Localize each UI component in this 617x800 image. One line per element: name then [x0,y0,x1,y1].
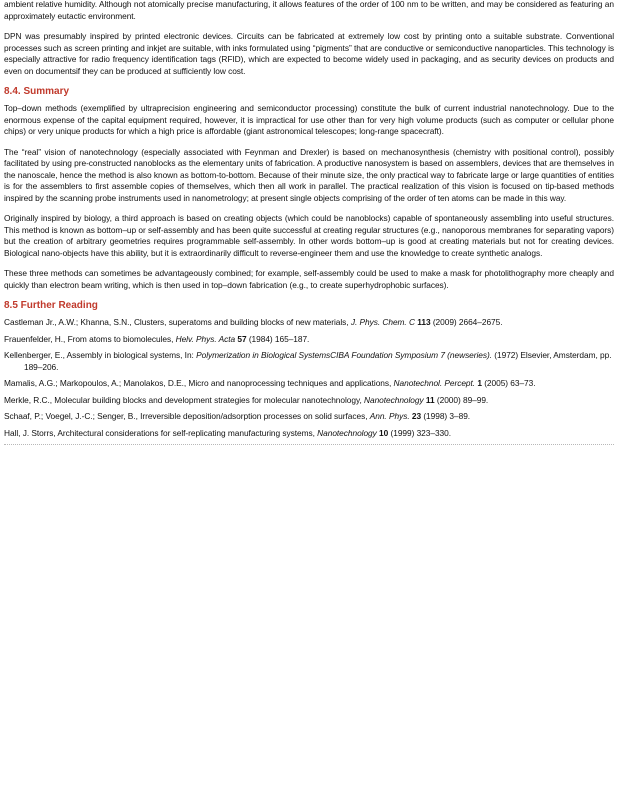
section-heading-further-reading: 8.5 Further Reading [4,300,98,311]
paragraph: The “real” vision of nanotechnology (especially associated with Feynman and Drexler) is based on mechanosynthesis (chemistry with positional control), possibly facilitated by using pre-constructed nanoblocks as the elementary units of fabrication. A productive nanosystem is based on assemblers, devices that are themselves in the nanoscale, hence the method is also known as bottom-to-bottom. Because of their minute size, the only practical way to fabricate large or large quantities of entities is for the assemblers to first assemble copies of themselves, which then all work in parallel. The practical realization of this vision is focused on tip-based methods inspired by the scanning probe instruments used in nanometrology; at present single objects comprising of the order of ten atoms can be made in this way. [4,146,614,203]
section-heading-summary: 8.4. Summary [4,86,70,97]
paragraph: Originally inspired by biology, a third approach is based on creating objects (which could be nanoblocks) capable of spontaneously assembling into useful structures. This method is known as bottom–up or self-assembly and has been quite successful at creating regular structures (e.g., nanoporous membranes for separating vapors) but the creation of arbitrary geometries requires programmable self-assembly. In other words bottom–up is good at creating materials but not for creating devices. Biological nano-objects have this ability, but it is extraordinarily difficult to reverse-engineer them and use the knowledge to create synthetic analogs. [4,213,614,258]
paragraph: These three methods can sometimes be advantageously combined; for example, self-assembly could be used to make a mask for photolithography more cheaply and quickly than electron beam writing, which is then used in top–down fabrication (e.g., to create superhydrophobic surfaces). [4,268,614,290]
paragraph: DPN was presumably inspired by printed electronic devices. Circuits can be fabricated at extremely low cost by printing onto a suitable substrate. Conventional processes such as screen printing and inkjet are suitable, with inks formulated using “pigments” that are conductive or semiconductive nanoparticles. This technology is especially attractive for radio frequency identification tags (RFID), which are expected to become widely used in packaging, and as security devices on products and even on documentsif they can be produced at sufficiently low cost. [4,31,614,76]
reference-item: Schaaf, P.; Voegel, J.-C.; Senger, B., Irreversible deposition/adsorption processes on solid surfaces, Ann. Phys. 23 (1998) 3–89. [4,411,471,421]
paragraph: Top–down methods (exemplified by ultraprecision engineering and semiconductor processing) constitute the bulk of current industrial nanotechnology. Due to the enormous expense of the capital equipment required, however, it is impractical for use other than for very high volume products (such as computer or cellular phone chips) or very unique products for which a high price is affordable (giant astronomical telescopes; long-range spacecraft). [4,103,614,136]
reference-item: Kellenberger, E., Assembly in biological systems, In: Polymerization in Biological SystemsCIBA Foundation Symposium 7 (newseries). (1972) Elsevier, Amsterdam, pp. 189–206. [4,350,612,372]
reference-item: Hall, J. Storrs, Architectural considerations for self-replicating manufacturing systems, Nanotechnology 10 (1999) 323–330. [4,427,451,438]
page-end-divider [4,444,614,445]
reference-list [4,317,614,439]
reference-item: Merkle, R.C., Molecular building blocks and development strategies for molecular nanotechnology, Nanotechnology 11 (2000) 89–99. [4,394,489,405]
paragraph: ambient relative humidity. Although not atomically precise manufacturing, it allows features of the order of 100 nm to be written, and may be considered as featuring an approximately eutactic environment. [4,0,614,21]
reference-item: Mamalis, A.G.; Markopoulos, A.; Manolakos, D.E., Micro and nanoprocessing techniques and applications, Nanotechnol. Percept. 1 (2005) 63–73. [4,378,536,388]
reference-item: Castleman Jr., A.W.; Khanna, S.N., Clusters, superatoms and building blocks of new materials, J. Phys. Chem. C 113 (2009) 2664–2675. [4,317,503,327]
reference-item: Frauenfelder, H., From atoms to biomolecules, Helv. Phys. Acta 57 (1984) 165–187. [4,333,310,344]
document-page [4,0,614,445]
